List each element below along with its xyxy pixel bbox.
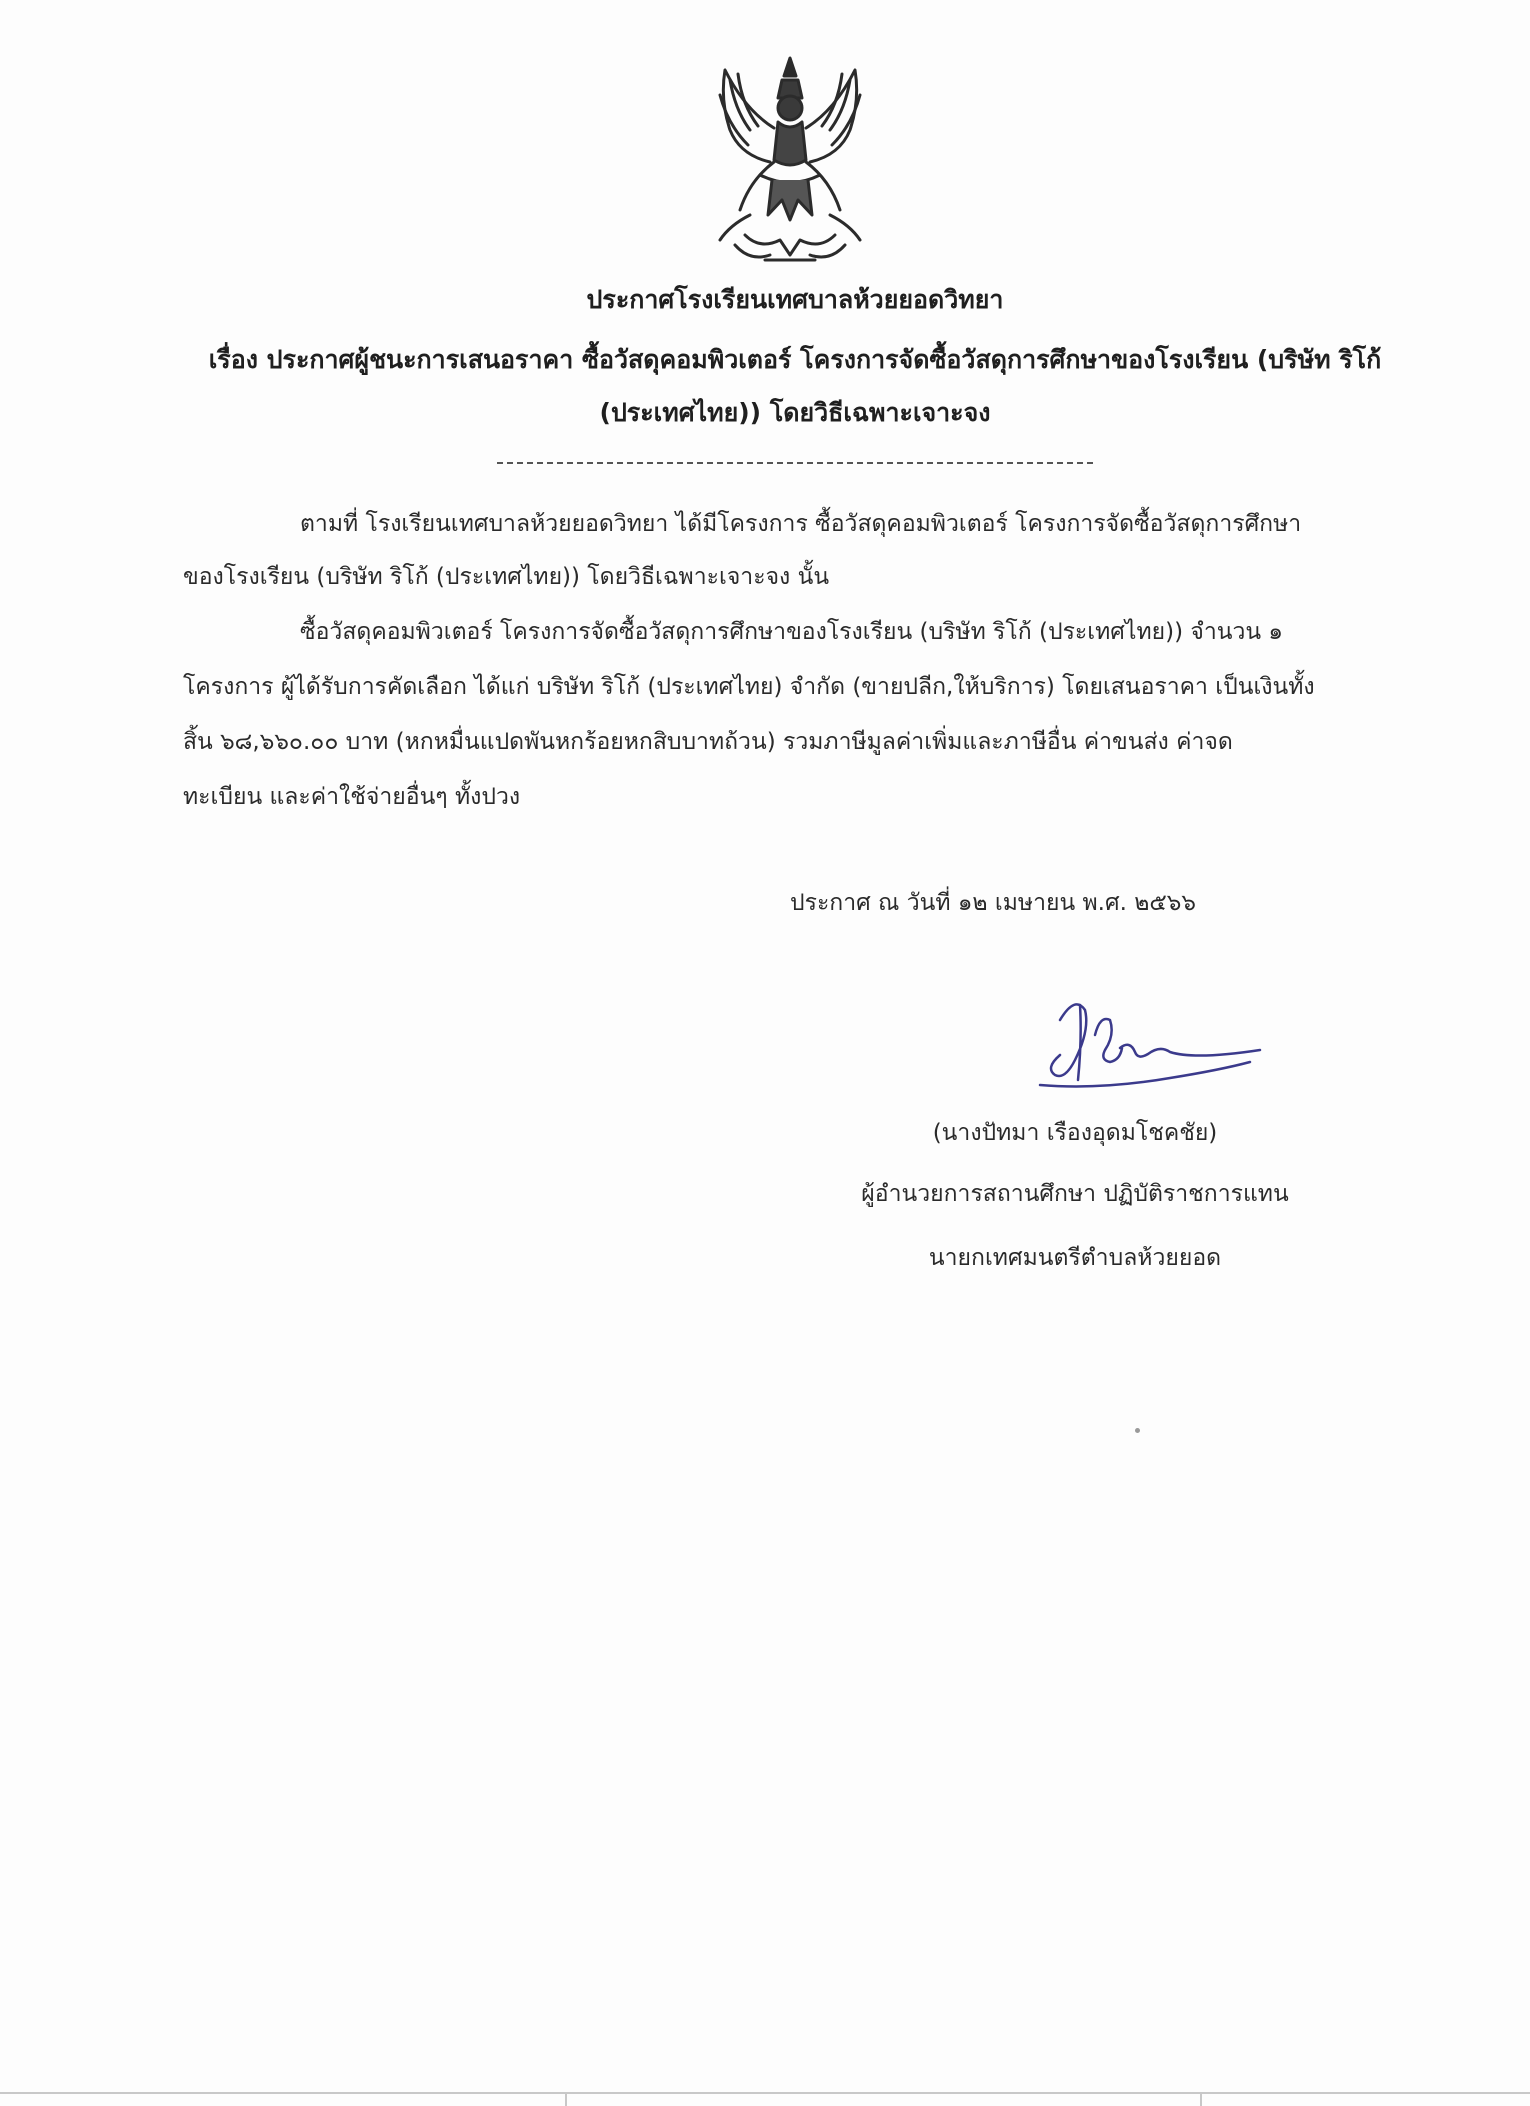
scan-edge-tick (1200, 2092, 1202, 2106)
announcement-subject-line1: เรื่อง ประกาศผู้ชนะการเสนอราคา ซื้อวัสดุคอมพิวเตอร์ โครงการจัดซื้อวัสดุการศึกษาของโรงเรียน (บริษัท ริโก้ (208, 345, 1382, 374)
body-line: โครงการ ผู้ได้รับการคัดเลือก ได้แก่ บริษัท ริโก้ (ประเทศไทย) จำกัด (ขายปลีก,ให้บริการ) โดยเสนอราคา เป็นเงินทั้ง (183, 674, 1315, 700)
body-line: ทะเบียน และค่าใช้จ่ายอื่นๆ ทั้งปวง (183, 784, 521, 810)
garuda-emblem-icon (690, 50, 890, 270)
announcement-subject-line2: (ประเทศไทย)) โดยวิธีเฉพาะเจาะจง (599, 398, 991, 427)
body-line: ซื้อวัสดุคอมพิวเตอร์ โครงการจัดซื้อวัสดุการศึกษาของโรงเรียน (บริษัท ริโก้ (ประเทศไทย)) จำนวน ๑ (300, 619, 1284, 645)
announcement-title: ประกาศโรงเรียนเทศบาลห้วยยอดวิทยา (586, 285, 1004, 314)
signatory-position-2: นายกเทศมนตรีตำบลห้วยยอด (928, 1245, 1222, 1271)
signature-icon (1020, 990, 1270, 1100)
body-line: สิ้น ๖๘,๖๖๐.๐๐ บาท (หกหมื่นแปดพันหกร้อยหกสิบบาทถ้วน) รวมภาษีมูลค่าเพิ่มและภาษีอื่น ค่าขนส่ง ค่าจด (183, 729, 1233, 755)
body-line: ตามที่ โรงเรียนเทศบาลห้วยยอดวิทยา ได้มีโครงการ ซื้อวัสดุคอมพิวเตอร์ โครงการจัดซื้อวัสดุการศึกษา (300, 511, 1302, 537)
scan-edge-tick (565, 2092, 567, 2106)
scan-speck (1135, 1428, 1140, 1433)
announcement-date: ประกาศ ณ วันที่ ๑๒ เมษายน พ.ศ. ๒๕๖๖ (790, 890, 1196, 916)
header-divider (497, 462, 1093, 464)
scan-edge (0, 2092, 1530, 2094)
body-line: ของโรงเรียน (บริษัท ริโก้ (ประเทศไทย)) โดยวิธีเฉพาะเจาะจง นั้น (183, 564, 830, 590)
signatory-position: ผู้อำนวยการสถานศึกษา ปฏิบัติราชการแทน (861, 1181, 1289, 1207)
signatory-name: (นางปัทมา เรืองอุดมโชคชัย) (932, 1120, 1218, 1146)
